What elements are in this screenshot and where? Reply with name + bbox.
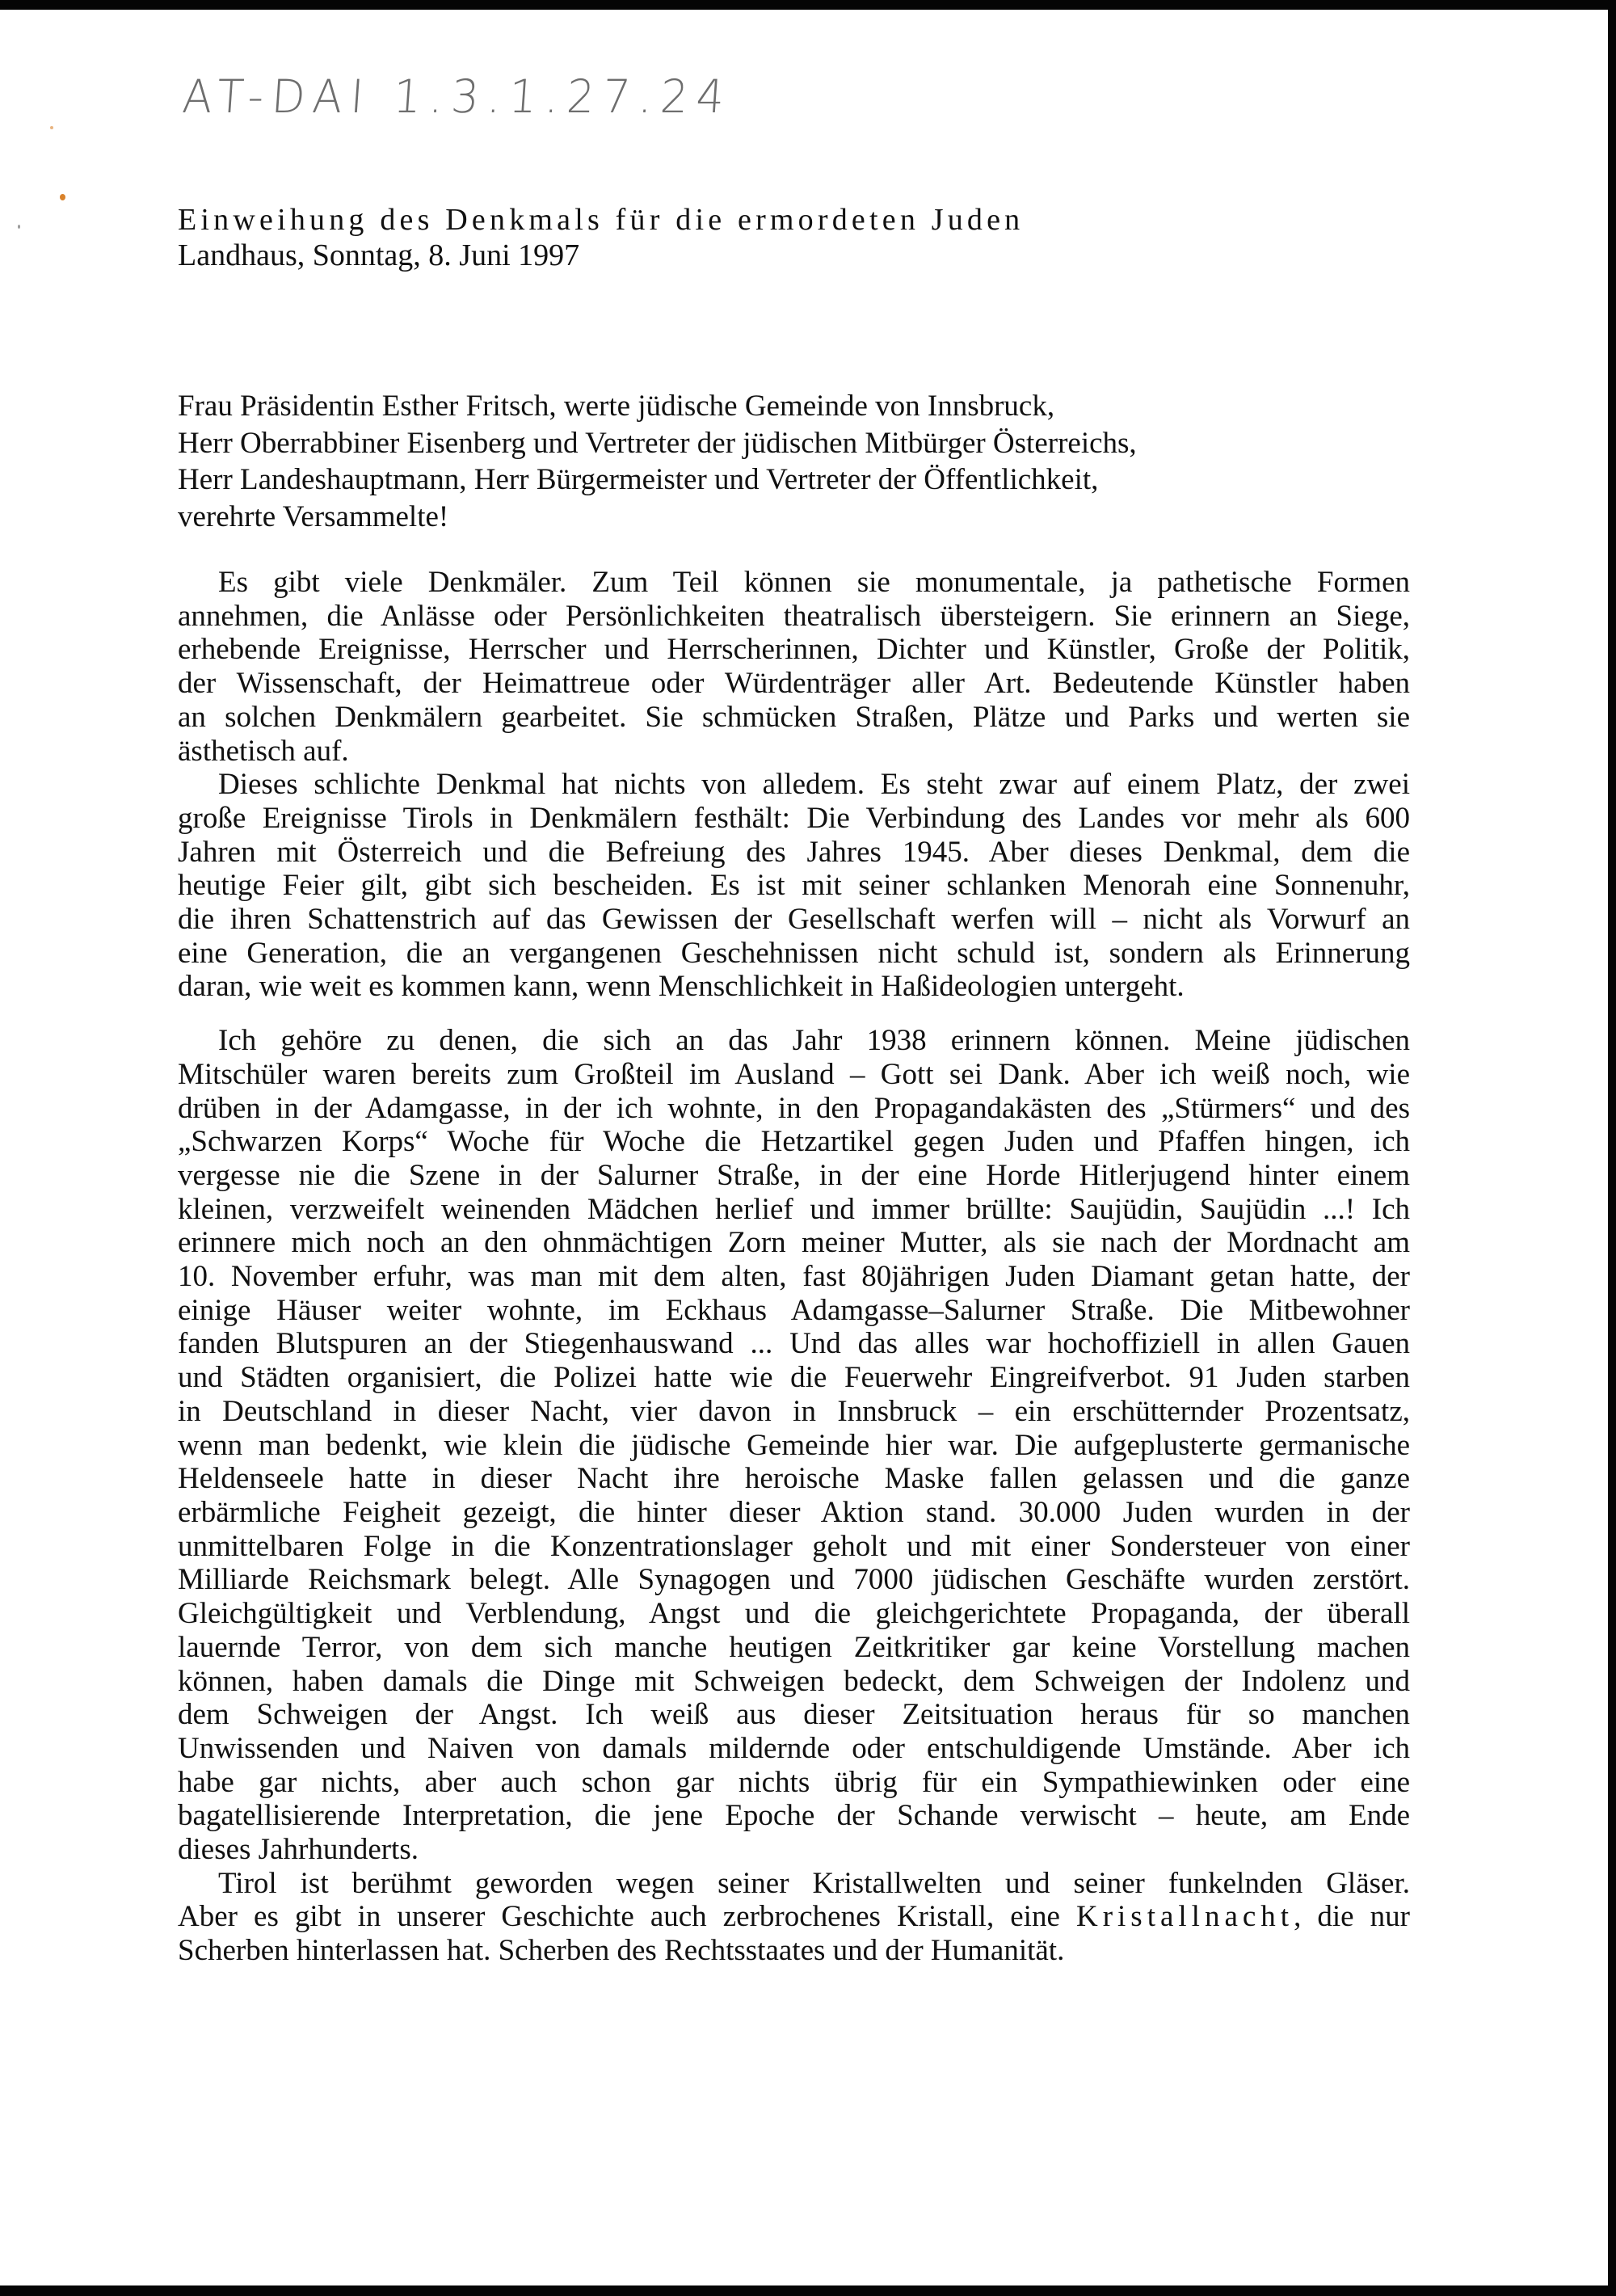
text-line: dieses Jahrhunderts. — [178, 1833, 419, 1867]
text-line: können, haben damals die Dinge mit Schweigen bedeckt, dem Schweigen der Indolenz und — [178, 1664, 1410, 1698]
salutation-block — [178, 388, 1137, 535]
salutation-line: Frau Präsidentin Esther Fritsch, werte jüdische Gemeinde von Innsbruck, — [178, 390, 1055, 423]
text-line: 10. November erfuhr, was man mit dem alten, fast 80jährigen Juden Diamant getan hatte, der — [178, 1260, 1410, 1294]
scan-border-top — [0, 0, 1616, 10]
text-line: drüben in der Adamgasse, in der ich wohnte, in den Propagandakästen des „Stürmers“ und des — [178, 1091, 1410, 1125]
text-line: Ich gehöre zu denen, die sich an das Jahr 1938 erinnern können. Meine jüdischen — [218, 1024, 1410, 1058]
document-header — [178, 202, 1024, 273]
text-line: heutige Feier gilt, gibt sich bescheiden. Es ist mit seiner schlanken Menorah eine Sonnenuhr, — [178, 869, 1410, 903]
handwritten-archive-signature: AT-DAI 1.3.1.27.24 — [180, 70, 734, 124]
text-line: ästhetisch auf. — [178, 734, 349, 768]
scan-border-bottom — [0, 2285, 1616, 2296]
text-fragment: , die nur — [1294, 1900, 1410, 1934]
text-line: Es gibt viele Denkmäler. Zum Teil können sie monumentale, ja pathetische Formen — [218, 566, 1410, 599]
text-line: annehmen, die Anlässe oder Persönlichkeiten theatralisch übersteigern. Sie erinnern an Siege, — [178, 599, 1410, 633]
text-line: daran, wie weit es kommen kann, wenn Menschlichkeit in Haßideologien untergeht. — [178, 970, 1185, 1004]
text-line: unmittelbaren Folge in die Konzentrationslager geholt und mit einer Sondersteuer von einer — [178, 1529, 1410, 1563]
paragraph-memories-1938 — [178, 1024, 1410, 1867]
text-line: erhebende Ereignisse, Herrscher und Herrscherinnen, Dichter und Künstler, Große der Politik, — [178, 633, 1410, 667]
scan-speck — [60, 194, 65, 200]
text-line: eine Generation, die an vergangenen Geschehnissen nicht schuld ist, sondern als Erinnerung — [178, 936, 1410, 970]
text-line: Scherben hinterlassen hat. Scherben des Rechtsstaates und der Humanität. — [178, 1934, 1065, 1968]
paragraph-kristallnacht — [178, 1867, 1410, 1968]
text-line: vergesse nie die Szene in der Salurner Straße, in der eine Horde Hitlerjugend hinter einem — [178, 1158, 1410, 1192]
text-line: große Ereignisse Tirols in Denkmälern festhält: Die Verbindung des Landes vor mehr als 600 — [178, 801, 1410, 835]
text-line: habe gar nichts, aber auch schon gar nichts übrig für ein Sympathiewinken oder eine — [178, 1765, 1410, 1799]
text-line: bagatellisierende Interpretation, die jene Epoche der Schande verwischt – heute, am Ende — [178, 1799, 1410, 1833]
paragraph-monuments — [178, 566, 1410, 768]
text-line: fanden Blutspuren an der Stiegenhauswand ... Und das alles war hochoffiziell in allen Gauen — [178, 1327, 1410, 1361]
text-line: kleinen, verzweifelt weinenden Mädchen herlief und immer brüllte: Saujüdin, Saujüdin ...! Ich — [178, 1192, 1410, 1226]
text-line: und Städten organisiert, die Polizei hatte wie die Feuerwehr Eingreifverbot. 91 Juden starben — [178, 1361, 1410, 1395]
text-line: Milliarde Reichsmark belegt. Alle Synagogen und 7000 jüdischen Geschäfte wurden zerstört. — [178, 1563, 1410, 1597]
scan-border-right — [1608, 0, 1616, 2296]
text-line: erbärmliche Feigheit gezeigt, die hinter dieser Aktion stand. 30.000 Juden wurden in der — [178, 1495, 1410, 1529]
text-line: in Deutschland in dieser Nacht, vier davon in Innsbruck – ein erschütternder Prozentsatz, — [178, 1394, 1410, 1428]
text-line: einige Häuser weiter wohnte, im Eckhaus Adamgasse–Salurner Straße. Die Mitbewohner — [178, 1293, 1410, 1327]
scan-speck — [50, 126, 53, 129]
salutation-line: verehrte Versammelte! — [178, 499, 449, 533]
text-line: Jahren mit Österreich und die Befreiung des Jahres 1945. Aber dieses Denkmal, dem die — [178, 835, 1410, 869]
text-line: lauernde Terror, von dem sich manche heutigen Zeitkritiker gar keine Vorstellung machen — [178, 1630, 1410, 1664]
document-subtitle: Landhaus, Sonntag, 8. Juni 1997 — [178, 238, 580, 272]
text-line: Tirol ist berühmt geworden wegen seiner Kristallwelten und seiner funkelnden Gläser. — [218, 1866, 1410, 1900]
paragraph-memorial — [178, 768, 1410, 1004]
salutation-line: Herr Oberrabbiner Eisenberg und Vertreter der jüdischen Mitbürger Österreichs, — [178, 426, 1137, 460]
emphasized-word-kristallnacht: Kristallnacht — [1075, 1900, 1294, 1934]
text-line: Mitschüler waren bereits zum Großteil im Ausland – Gott sei Dank. Aber ich weiß noch, wie — [178, 1057, 1410, 1091]
text-line: Unwissenden und Naiven von damals mildernde oder entschuldigende Umstände. Aber ich — [178, 1731, 1410, 1765]
speech-body — [178, 566, 1410, 1968]
text-line: der Wissenschaft, der Heimattreue oder Würdenträger aller Art. Bedeutende Künstler haben — [178, 667, 1410, 701]
scan-speck — [18, 225, 20, 229]
text-line — [178, 1900, 1410, 1934]
text-line: erinnere mich noch an den ohnmächtigen Zorn meiner Mutter, als sie nach der Mordnacht am — [178, 1226, 1410, 1260]
text-line: Dieses schlichte Denkmal hat nichts von alledem. Es steht zwar auf einem Platz, der zwei — [218, 768, 1410, 802]
text-line: wenn man bedenkt, wie klein die jüdische Gemeinde hier war. Die aufgeplusterte germanische — [178, 1428, 1410, 1462]
text-line: die ihren Schattenstrich auf das Gewissen der Gesellschaft werfen will – nicht als Vorwurf an — [178, 903, 1410, 937]
text-fragment: Aber es gibt in unserer Geschichte auch zerbrochenes Kristall, eine — [178, 1900, 1060, 1934]
text-line: „Schwarzen Korps“ Woche für Woche die Hetzartikel gegen Juden und Pfaffen hingen, ich — [178, 1125, 1410, 1159]
document-title: Einweihung des Denkmals für die ermordeten Juden — [178, 203, 1025, 237]
salutation-line: Herr Landeshauptmann, Herr Bürgermeister und Vertreter der Öffentlichkeit, — [178, 463, 1099, 496]
text-line: an solchen Denkmälern gearbeitet. Sie schmücken Straßen, Plätze und Parks und werten sie — [178, 700, 1410, 734]
text-line: dem Schweigen der Angst. Ich weiß aus dieser Zeitsituation heraus für so manchen — [178, 1698, 1410, 1732]
text-line: Gleichgültigkeit und Verblendung, Angst und die gleichgerichtete Propaganda, der überall — [178, 1597, 1410, 1631]
text-line: Heldenseele hatte in dieser Nacht ihre heroische Maske fallen gelassen und die ganze — [178, 1462, 1410, 1496]
